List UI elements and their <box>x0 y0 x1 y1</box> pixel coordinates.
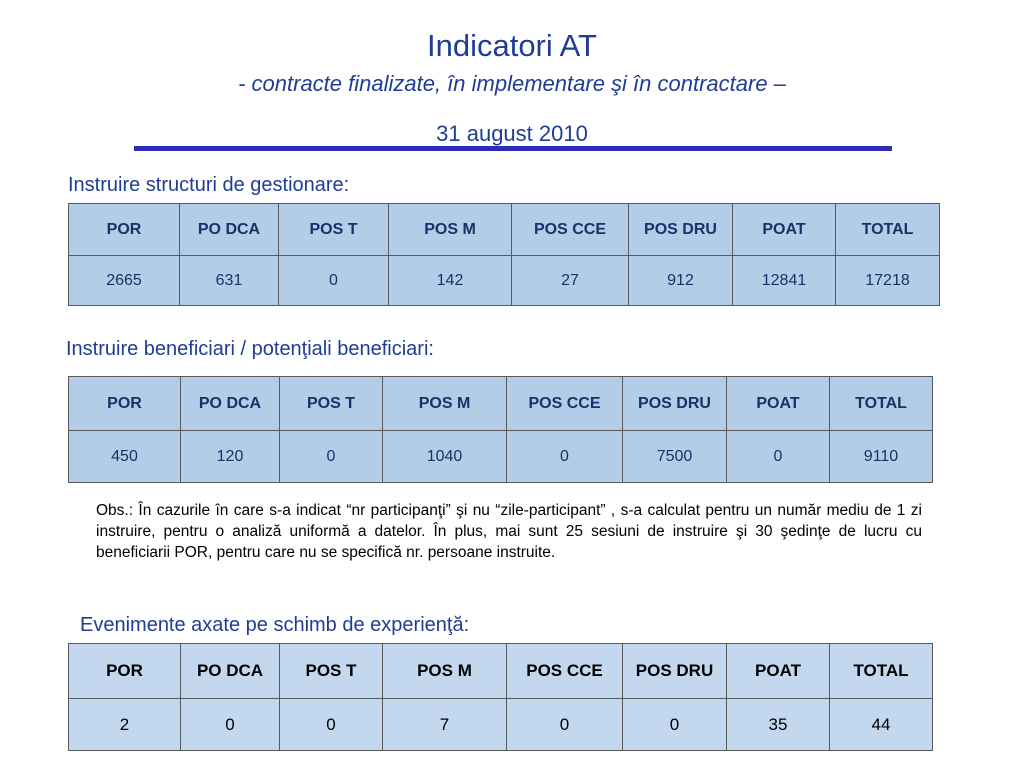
col-header: POS CCE <box>512 204 629 256</box>
col-header: POAT <box>727 644 830 699</box>
col-header: POR <box>69 377 181 431</box>
table-cell: 12841 <box>733 256 836 306</box>
table-evenimente <box>68 643 933 751</box>
table-cell: 44 <box>830 699 933 751</box>
page-subtitle: - contracte finalizate, în implementare şi în contractare – <box>238 71 786 96</box>
table-cell: 17218 <box>836 256 940 306</box>
col-header: POS M <box>383 644 507 699</box>
report-date: 31 august 2010 <box>436 121 588 146</box>
col-header: POAT <box>733 204 836 256</box>
col-header: POS T <box>280 377 383 431</box>
table-cell: 120 <box>181 431 280 483</box>
table-cell: 0 <box>280 699 383 751</box>
table-structuri <box>68 203 940 306</box>
col-header: POS DRU <box>623 644 727 699</box>
table-cell: 142 <box>389 256 512 306</box>
table-cell: 27 <box>512 256 629 306</box>
section-title-structuri: Instruire structuri de gestionare: <box>68 174 350 196</box>
col-header: POS CCE <box>507 644 623 699</box>
table-cell: 0 <box>280 431 383 483</box>
col-header: POS DRU <box>629 204 733 256</box>
col-header: PO DCA <box>180 204 279 256</box>
col-header: TOTAL <box>836 204 940 256</box>
col-header: POAT <box>727 377 830 431</box>
col-header: TOTAL <box>830 377 933 431</box>
table-cell: 35 <box>727 699 830 751</box>
col-header: PO DCA <box>181 377 280 431</box>
table-cell: 450 <box>69 431 181 483</box>
col-header: POS DRU <box>623 377 727 431</box>
table-cell: 7500 <box>623 431 727 483</box>
table-cell: 2 <box>69 699 181 751</box>
page-title: Indicatori AT <box>426 28 597 63</box>
col-header: POS M <box>383 377 507 431</box>
table-cell: 0 <box>727 431 830 483</box>
col-header: TOTAL <box>830 644 933 699</box>
table-cell: 0 <box>181 699 280 751</box>
table-cell: 2665 <box>69 256 180 306</box>
table-cell: 631 <box>180 256 279 306</box>
observation-note: Obs.: În cazurile în care s-a indicat “nr participanţi” şi nu “zile-participant” , s-a calculat pentru un număr mediu de 1 zi instruire, pentru o analiză uniformă a datelor. În plus, mai sunt 25 sesiuni de instruire şi 30 şedinţe de lucru cu beneficiarii POR, pentru care nu se specifică nr. persoane instruite. <box>96 502 922 561</box>
table-cell: 0 <box>279 256 389 306</box>
section-title-beneficiari: Instruire beneficiari / potenţiali beneficiari: <box>66 338 434 360</box>
table-cell: 9110 <box>830 431 933 483</box>
col-header: PO DCA <box>181 644 280 699</box>
table-cell: 912 <box>629 256 733 306</box>
col-header: POR <box>69 204 180 256</box>
table-cell: 0 <box>507 431 623 483</box>
table-beneficiari <box>68 376 933 483</box>
title-underline <box>134 146 892 151</box>
col-header: POS M <box>389 204 512 256</box>
table-cell: 7 <box>383 699 507 751</box>
table-cell: 0 <box>623 699 727 751</box>
col-header: POS T <box>280 644 383 699</box>
table-cell: 0 <box>507 699 623 751</box>
col-header: POR <box>69 644 181 699</box>
table-cell: 1040 <box>383 431 507 483</box>
col-header: POS CCE <box>507 377 623 431</box>
section-title-evenimente: Evenimente axate pe schimb de experienţă: <box>80 614 470 636</box>
col-header: POS T <box>279 204 389 256</box>
